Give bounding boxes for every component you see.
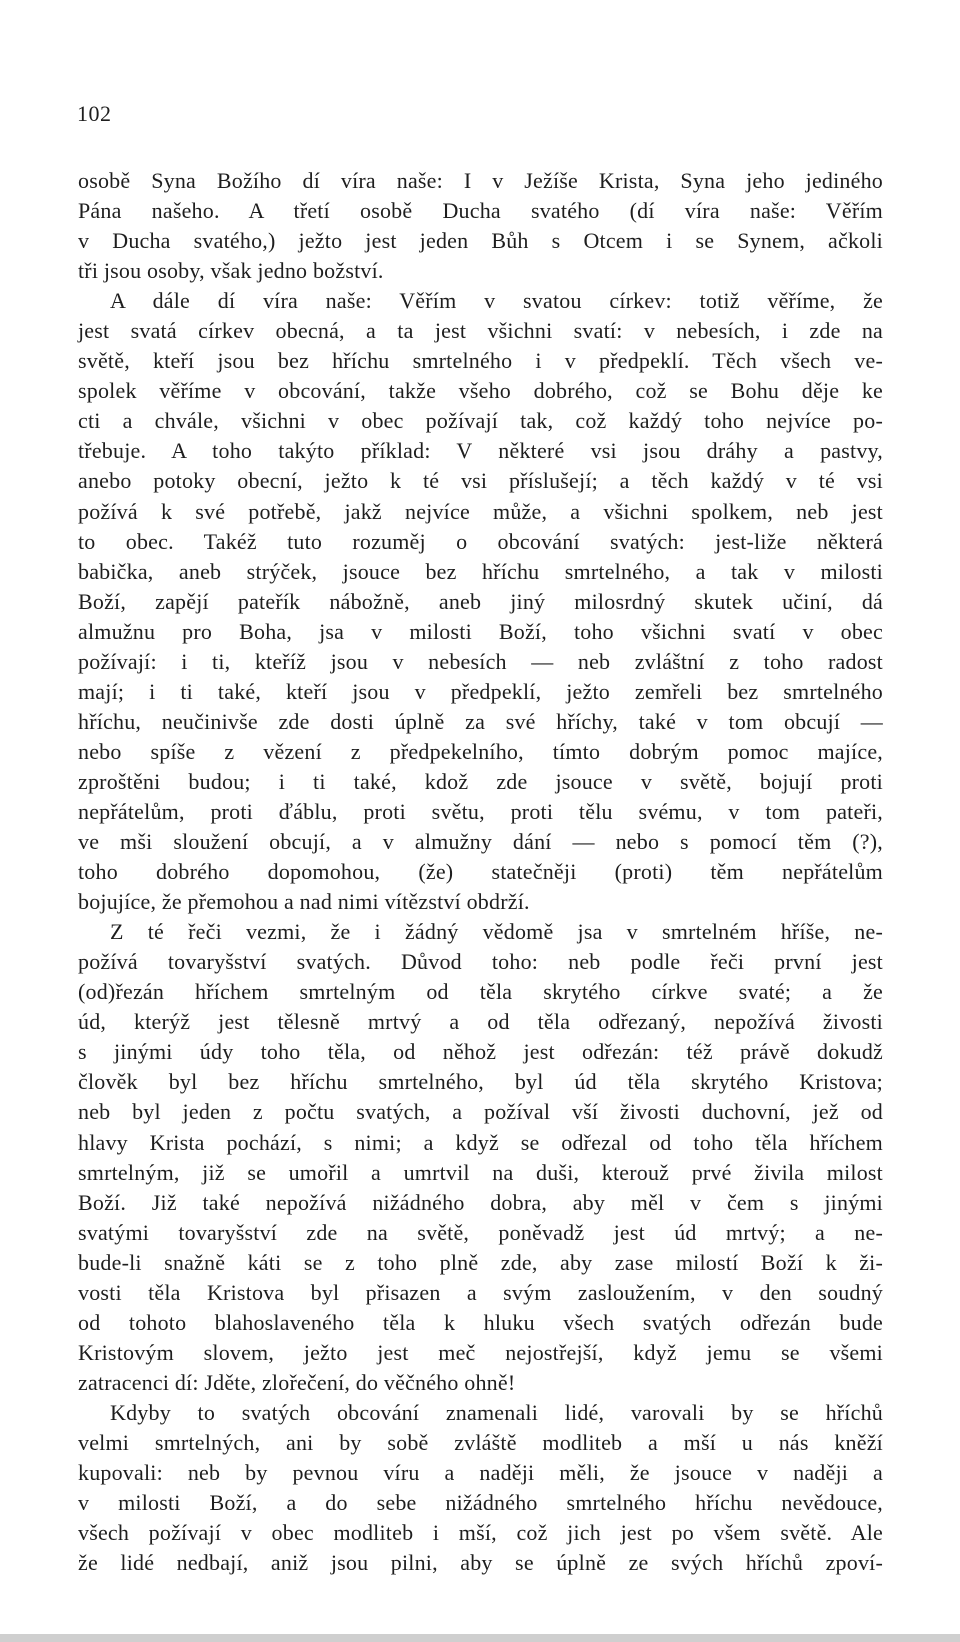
text-line: svatými tovaryšství zde na světě, poněvadž jest úd mrtvý; a ne- <box>78 1219 883 1245</box>
text-line: úd, kterýž jest tělesně mrtvý a od těla odřezaný, nepožívá živosti <box>78 1009 883 1035</box>
text-line: v milosti Boží, a do sebe nižádného smrtelného hříchu nevědouce, <box>78 1490 883 1516</box>
text-line: Boží. Již také nepožívá nižádného dobra, aby měl v čem s jinými <box>78 1189 883 1215</box>
body-text <box>78 166 883 1578</box>
paragraph-start: A dále dí víra naše: Věřím v svatou církev: totiž věříme, že <box>110 288 883 314</box>
text-line: smrtelným, již se umořil a umrtvil na duši, kterouž prvé živila milost <box>78 1159 883 1185</box>
paragraph-start: Kdyby to svatých obcování znamenali lidé, varovali by se hříchů <box>110 1399 883 1425</box>
text-line: světě, kteří jsou bez hříchu smrtelného i v předpeklí. Těch všech ve- <box>78 348 883 374</box>
text-line: ve mši sloužení obcují, a v almužny dání — nebo s pomocí těm (?), <box>78 829 883 855</box>
text-line: zproštěni budou; i ti také, kdož zde jsouce v světě, bojují proti <box>78 768 883 794</box>
text-line: bude-li snažně káti se z toho plně zde, aby zase milostí Boží k ži- <box>78 1249 883 1275</box>
text-line: vosti těla Kristova byl přisazen a svým zasloužením, v den soudný <box>78 1279 883 1305</box>
text-line: požívají: i ti, kteříž jsou v nebesích — neb zvláštní z toho radost <box>78 648 883 674</box>
text-line: s jinými údy toho těla, od něhož jest odřezán: též právě dokudž <box>78 1039 883 1065</box>
text-line: to obec. Takéž tuto rozuměj o obcování svatých: jest-liže některá <box>78 528 883 554</box>
text-line: člověk byl bez hříchu smrtelného, byl úd těla skrytého Kristova; <box>78 1069 883 1095</box>
text-line: nepřátelům, proti ďáblu, proti světu, proti tělu svému, v tom pateři, <box>78 798 883 824</box>
page-number: 102 <box>77 101 112 126</box>
text-line: neb byl jeden z počtu svatých, a požíval vší živosti duchovní, jež od <box>78 1099 883 1125</box>
text-line: že lidé nedbají, aniž jsou pilni, aby se úplně ze svých hříchů zpoví- <box>78 1550 883 1576</box>
text-line: anebo potoky obecní, ježto k té vsi příslušejí; a těch každý v té vsi <box>78 468 883 494</box>
text-line: Kristovým slovem, ježto jest meč nejostřejší, když jemu se všemi <box>78 1339 883 1365</box>
text-line: požívá tovaryšství svatých. Důvod toho: neb podle řeči první jest <box>78 949 883 975</box>
text-line: osobě Syna Božího dí víra naše: I v Ježíše Krista, Syna jeho jediného <box>78 168 883 193</box>
text-line: Pána našeho. A třetí osobě Ducha svatého (dí víra naše: Věřím <box>78 198 883 224</box>
text-line: hříchu, neučinivše zde dosti úplně za své hříchy, také v tom obcují — <box>78 708 883 734</box>
text-line: všech požívají v obec modliteb i mší, což jich jest po všem světě. Ale <box>78 1520 883 1546</box>
text-line: tři jsou osoby, však jedno božství. <box>78 258 384 284</box>
text-line: kupovali: neb by pevnou víru a naději měli, že jsouce v naději a <box>78 1460 883 1486</box>
text-line: toho dobrého dopomohou, (že) statečněji (proti) těm nepřátelům <box>78 859 883 885</box>
text-line: od tohoto blahoslaveného těla k hluku všech svatých odřezán bude <box>78 1309 883 1335</box>
text-line: hlavy Krista pochází, s nimi; a když se odřezal od toho těla hříchem <box>78 1129 883 1155</box>
text-line: zatracenci dí: Jděte, zlořečení, do věčného ohně! <box>78 1369 516 1395</box>
text-line: požívá k své potřebě, jakž nejvíce může, a všichni spolkem, neb jest <box>78 498 883 524</box>
text-line: v Ducha svatého,) ježto jest jeden Bůh s Otcem i se Synem, ačkoli <box>78 228 883 254</box>
text-line: Boží, zapějí pateřík nábožně, aneb jiný milosrdný skutek učiní, dá <box>78 588 883 614</box>
text-line: spolek věříme v obcování, takže všeho dobrého, což se Bohu děje ke <box>78 378 883 404</box>
text-line: nebo spíše z vězení z předpekelního, tímto dobrým pomoc majíce, <box>78 738 883 764</box>
text-line: bojujíce, že přemohou a nad nimi vítězství obdrží. <box>78 889 530 915</box>
text-line: jest svatá církev obecná, a ta jest všichni svatí: v nebesích, i zde na <box>78 318 883 344</box>
text-line: třebuje. A toho takýto příklad: V některé vsi jsou dráhy a pastvy, <box>78 438 883 464</box>
text-line: babička, aneb strýček, jsouce bez hříchu smrtelného, a tak v milosti <box>78 558 883 584</box>
text-line: mají; i ti také, kteří jsou v předpeklí, ježto zemřeli bez smrtelného <box>78 678 883 704</box>
scan-bottom-edge <box>0 1634 960 1642</box>
text-line: almužnu pro Boha, jsa v milosti Boží, toho všichni svatí v obec <box>78 618 883 644</box>
text-line: cti a chvále, všichni v obec požívají tak, což každý toho nejvíce po- <box>78 408 883 434</box>
text-line: (od)řezán hříchem smrtelným od těla skrytého církve svaté; a že <box>78 979 883 1005</box>
text-line: velmi smrtelných, ani by sobě zvláště modliteb a mší u nás kněží <box>78 1429 883 1455</box>
paragraph-start: Z té řeči vezmi, že i žádný vědomě jsa v smrtelném hříše, ne- <box>110 919 883 945</box>
